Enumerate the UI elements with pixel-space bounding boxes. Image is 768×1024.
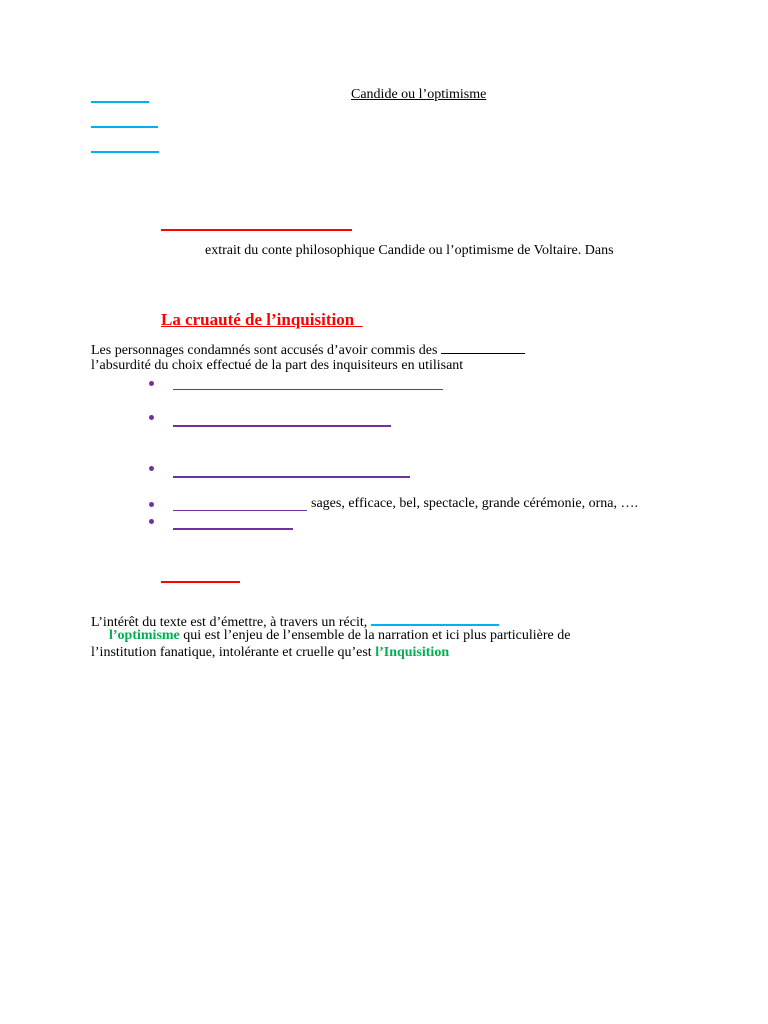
paragraph1-line2: l’absurdité du choix effectué de la part des inquisiteurs en utilisant — [91, 358, 464, 373]
bullet-3-blank — [173, 476, 410, 478]
bullet-2 — [149, 415, 154, 420]
bullet-4 — [149, 502, 154, 507]
highlight-optimisme: l’optimisme — [109, 628, 180, 643]
bullet-3 — [149, 466, 154, 471]
paragraph1-blank — [441, 341, 525, 354]
conclusion-line2: l’optimisme qui est l’enjeu de l’ensemble de la narration et ici plus particulière de — [109, 628, 571, 643]
bullet-4-text: sages, efficace, bel, spectacle, grande cérémonie, orna, …. — [311, 496, 639, 511]
highlight-inquisition: l’Inquisition — [375, 645, 450, 660]
conclusion-blank — [371, 612, 499, 626]
document-title: Candide ou l’optimisme — [351, 87, 487, 102]
intro-red-rule — [161, 229, 352, 231]
conclusion-red-rule — [161, 581, 240, 583]
header-blue-rule-3 — [91, 151, 159, 153]
bullet-1 — [149, 381, 154, 386]
intro-text: extrait du conte philosophique Candide ou l’optimisme de Voltaire. Dans — [205, 243, 614, 258]
header-blue-rule-2 — [91, 126, 158, 128]
header-blue-rule-1 — [91, 101, 149, 103]
bullet-1-blank — [173, 389, 443, 390]
bullet-5 — [149, 519, 154, 524]
paragraph1-line1: Les personnages condamnés sont accusés d’avoir commis des — [91, 341, 525, 359]
section-heading: La cruauté de l’inquisition — [161, 310, 355, 329]
bullet-4-blank — [173, 510, 307, 511]
bullet-2-blank — [173, 425, 391, 427]
conclusion-line3: l’institution fanatique, intolérante et cruelle qu’est l’Inquisition — [91, 645, 450, 660]
conclusion-line1: L’intérêt du texte est d’émettre, à travers un récit, — [91, 612, 499, 631]
bullet-5-blank — [173, 528, 293, 530]
